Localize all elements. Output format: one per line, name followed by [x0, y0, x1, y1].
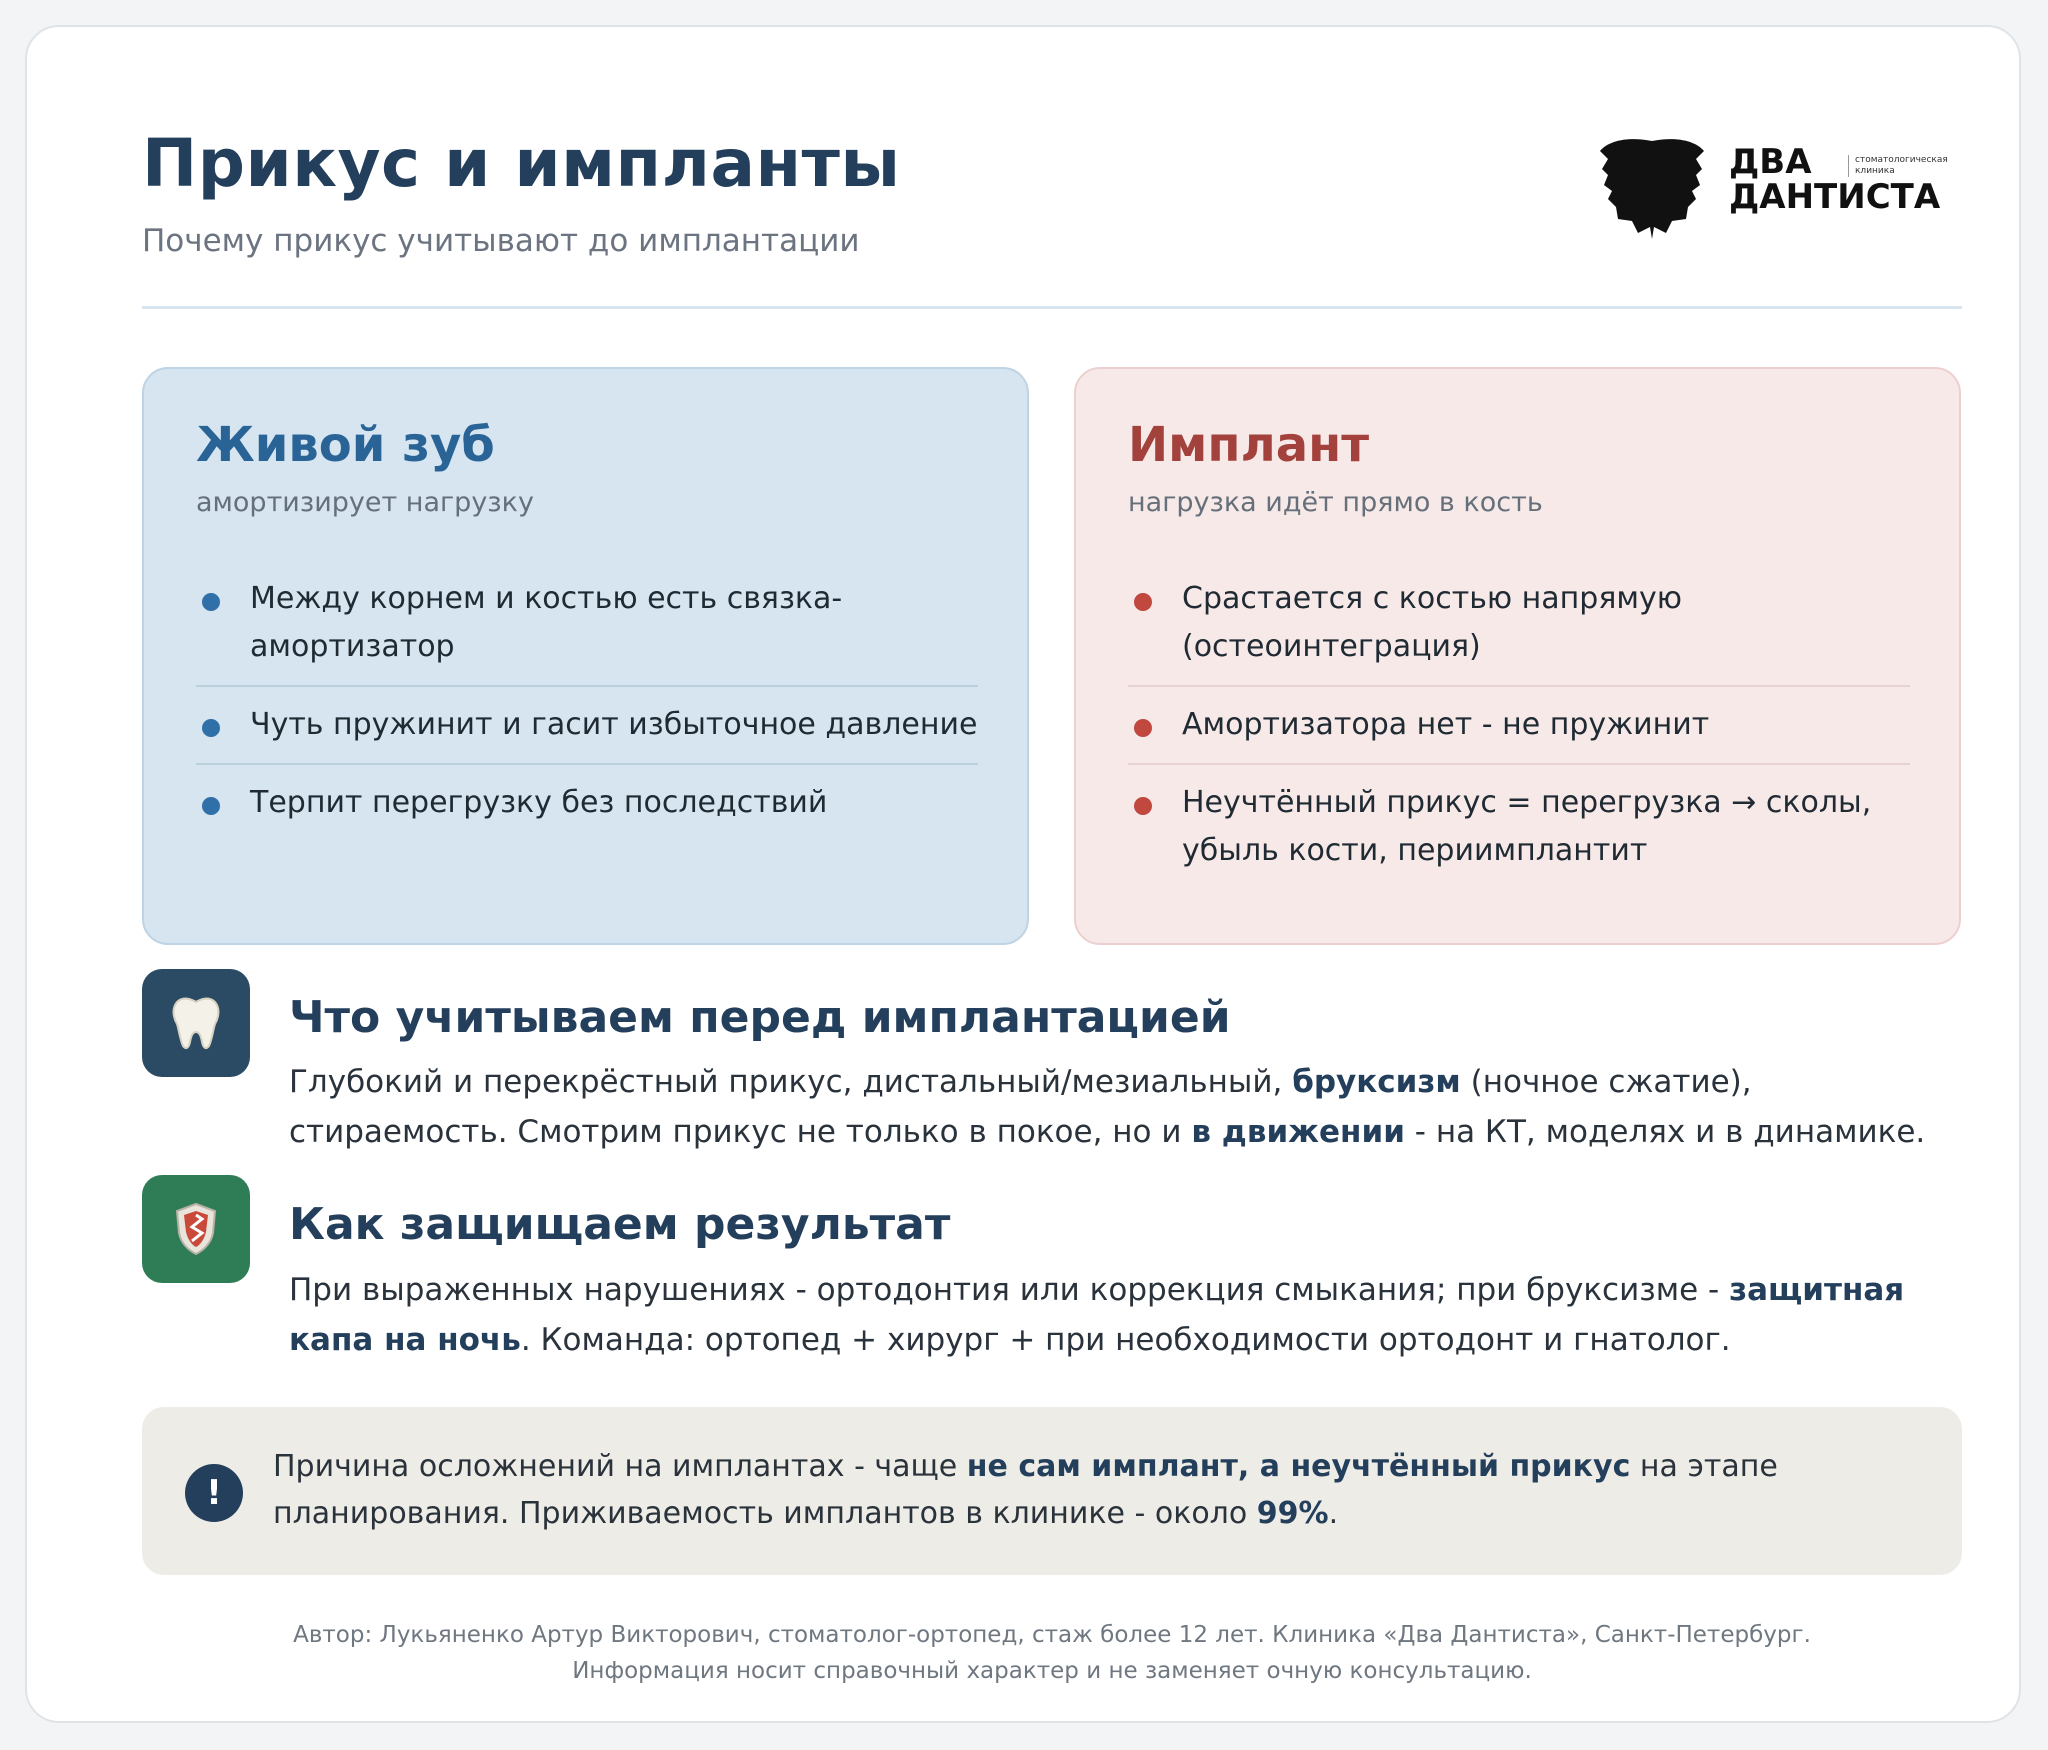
clinic-logo: [1592, 135, 1962, 245]
list-item: Между корнем и костью есть связка-амортизатор: [196, 561, 978, 685]
profiles-logo-icon: [1592, 135, 1712, 243]
bullet-icon: [1134, 593, 1152, 611]
bullet-icon: [202, 719, 220, 737]
bullet-icon: [202, 797, 220, 815]
shield-icon: [171, 1201, 221, 1257]
page-title: Прикус и импланты: [142, 125, 901, 202]
header-divider: [142, 306, 1962, 309]
implant-list: [1128, 561, 1910, 889]
list-item: Амортизатора нет - не пружинит: [1128, 685, 1910, 763]
live-tooth-title: Живой зуб: [196, 417, 495, 473]
list-item: Терпит перегрузку без последствий: [196, 763, 978, 841]
implant-panel: [1074, 367, 1961, 945]
shield-icon-tile: [142, 1175, 250, 1283]
infographic-card: [25, 25, 2021, 1723]
page-subtitle: Почему прикус учитывают до имплантации: [142, 223, 860, 259]
live-tooth-subtitle: амортизирует нагрузку: [196, 487, 534, 518]
list-item: Срастается с костью напрямую (остеоинтеграция): [1128, 561, 1910, 685]
footer: [142, 1617, 1962, 1689]
implant-subtitle: нагрузка идёт прямо в кость: [1128, 487, 1543, 518]
exclamation-icon: !: [185, 1464, 243, 1522]
note-box: [142, 1407, 1962, 1575]
live-tooth-list: [196, 561, 978, 841]
logo-wordmark: ДВА ДАНТИСТА: [1729, 142, 1941, 217]
live-tooth-panel: [142, 367, 1029, 945]
bullet-icon: [202, 593, 220, 611]
note-text: Причина осложнений на имплантах - чаще не сам имплант, а неучтённый прикус на этапе планирования. Приживаемость имплантов в клинике - около 99%.: [273, 1449, 1778, 1531]
footer-author: Автор: Лукьяненко Артур Викторович, стоматолог-ортопед, стаж более 12 лет. Клиника «Два Дантиста», Санкт-Петербург.: [293, 1622, 1811, 1648]
list-item: Чуть пружинит и гасит избыточное давление: [196, 685, 978, 763]
consider-text: Глубокий и перекрёстный прикус, дистальный/мезиальный, бруксизм (ночное сжатие), стираемость. Смотрим прикус не только в покое, но и в движении - на КТ, моделях и в динамике.: [289, 1064, 1926, 1150]
tooth-icon: [167, 994, 225, 1052]
footer-disclaimer: Информация носит справочный характер и не заменяет очную консультацию.: [572, 1658, 1532, 1684]
consider-title: Что учитываем перед имплантацией: [289, 992, 1231, 1043]
bullet-icon: [1134, 719, 1152, 737]
tooth-icon-tile: [142, 969, 250, 1077]
protect-text: При выраженных нарушениях - ортодонтия или коррекция смыкания; при бруксизме - защитная капа на ночь. Команда: ортопед + хирург + при необходимости ортодонт и гнатолог.: [289, 1272, 1905, 1358]
list-item: Неучтённый прикус = перегрузка → сколы, убыль кости, периимплантит: [1128, 763, 1910, 889]
protect-title: Как защищаем результат: [289, 1199, 951, 1250]
implant-title: Имплант: [1128, 417, 1370, 473]
logo-tagline: стоматологическая клиника: [1848, 155, 1965, 177]
bullet-icon: [1134, 797, 1152, 815]
